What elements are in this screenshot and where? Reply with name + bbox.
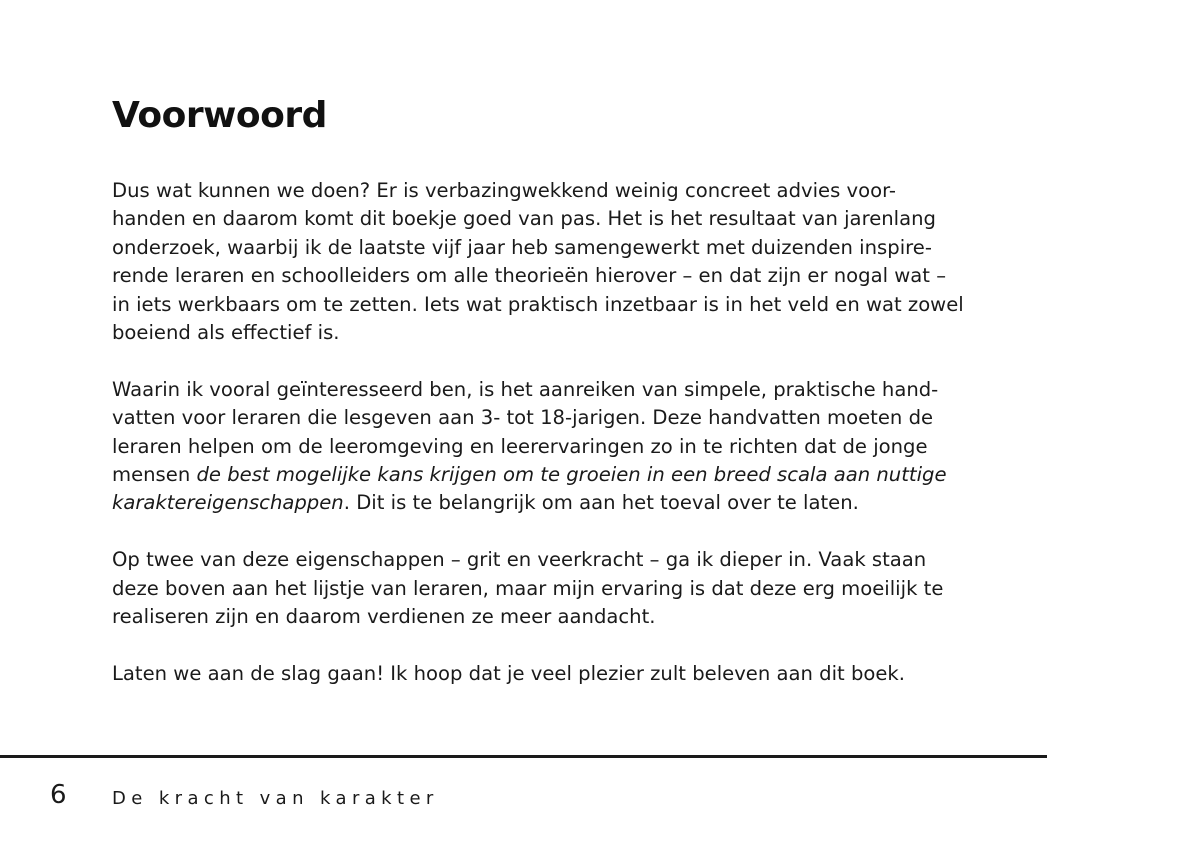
body-text <box>112 177 1047 717</box>
text-line: handen en daarom komt dit boekje goed van pas. Het is het resultaat van jarenlang <box>112 207 936 231</box>
text-line: realiseren zijn en daarom verdienen ze meer aandacht. <box>112 605 656 629</box>
page-title: Voorwoord <box>112 95 327 136</box>
paragraph-2 <box>112 376 1047 518</box>
text-segment: mensen <box>112 463 197 487</box>
emphasis-text: karaktereigenschappen <box>112 491 344 515</box>
text-line: leraren helpen om de leeromgeving en leerervaringen zo in te richten dat de jonge <box>112 434 928 458</box>
footer-divider <box>0 755 1047 758</box>
text-line: boeiend als effectief is. <box>112 321 340 345</box>
text-line: vatten voor leraren die lesgeven aan 3- tot 18-jarigen. Deze handvatten moeten de <box>112 406 934 430</box>
text-segment: . Dit is te belangrijk om aan het toeval over te laten. <box>343 491 859 515</box>
paragraph-4 <box>112 660 1047 688</box>
text-line: rende leraren en schoolleiders om alle theorieën hierover – en dat zijn er nogal wat – <box>112 264 946 288</box>
text-line: onderzoek, waarbij ik de laatste vijf jaar heb samengewerkt met duizenden inspire- <box>112 235 932 259</box>
paragraph-1 <box>112 177 1047 347</box>
text-line <box>112 461 1047 489</box>
running-title: De kracht van karakter <box>112 788 439 809</box>
text-line: Dus wat kunnen we doen? Er is verbazingwekkend weinig concreet advies voor- <box>112 179 896 202</box>
emphasis-text: de best mogelijke kans krijgen om te groeien in een breed scala aan nuttige <box>196 463 947 487</box>
text-line: deze boven aan het lijstje van leraren, maar mijn ervaring is dat deze erg moeilijk te <box>112 576 944 600</box>
text-line: Op twee van deze eigenschappen – grit en veerkracht – ga ik dieper in. Vaak staan <box>112 548 927 572</box>
paragraph-3 <box>112 546 1047 631</box>
page-number: 6 <box>50 780 67 810</box>
text-line: Waarin ik vooral geïnteresseerd ben, is het aanreiken van simpele, praktische hand- <box>112 377 939 401</box>
text-line <box>112 489 1047 517</box>
text-line: Laten we aan de slag gaan! Ik hoop dat je veel plezier zult beleven aan dit boek. <box>112 661 906 685</box>
text-line: in iets werkbaars om te zetten. Iets wat praktisch inzetbaar is in het veld en wat zowel <box>112 292 964 316</box>
